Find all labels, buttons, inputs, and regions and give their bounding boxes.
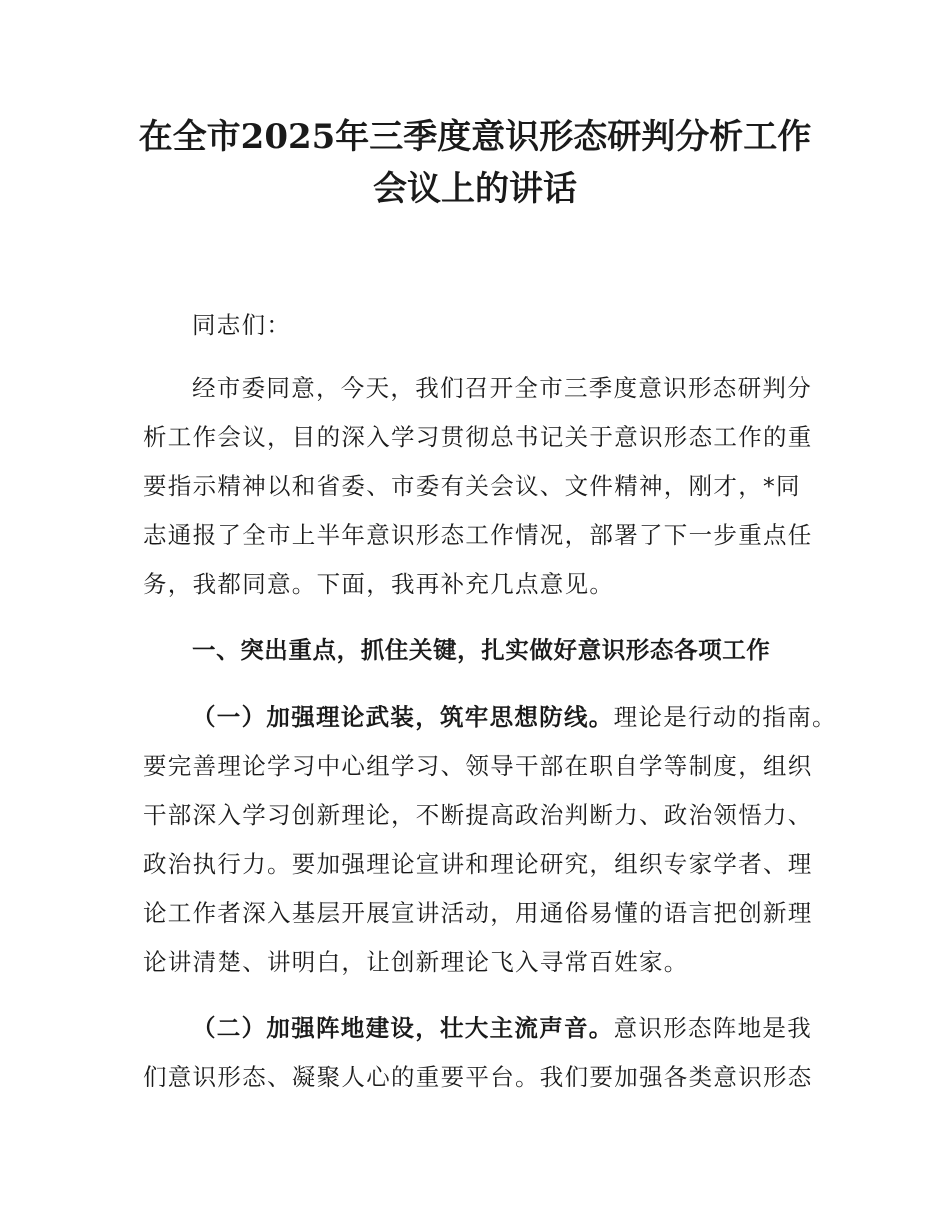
title-line-2: 会议上的讲话 (373, 169, 577, 209)
item-2-first-line (192, 1013, 812, 1043)
item-1-line: 论工作者深入基层开展宣讲活动，用通俗易懂的语言把创新理 (143, 899, 813, 927)
item-1-first-line (192, 702, 837, 732)
item-1-line: 要完善理论学习中心组学习、领导干部在职自学等制度，组织 (143, 752, 813, 780)
item-1-line: 干部深入学习创新理论，不断提高政治判断力、政治领悟力、 (143, 801, 813, 829)
intro-line: 要指示精神以和省委、市委有关会议、文件精神，刚才，*同 (143, 472, 801, 500)
section-heading: 一、突出重点，抓住关键，扎实做好意识形态各项工作 (192, 636, 771, 664)
document-title (0, 112, 950, 214)
title-line-1: 在全市2025年三季度意识形态研判分析工作 (138, 117, 812, 157)
salutation: 同志们： (192, 311, 292, 339)
item-2-heading: （二）加强阵地建设，壮大主流声音。 (192, 1014, 614, 1042)
item-2-line: 们意识形态、凝聚人心的重要平台。我们要加强各类意识形态 (143, 1063, 813, 1091)
intro-line: 志通报了全市上半年意识形态工作情况，部署了下一步重点任 (143, 521, 813, 549)
intro-line: 析工作会议，目的深入学习贯彻总书记关于意识形态工作的重 (143, 423, 813, 451)
item-1-first-text: 理论是行动的指南。 (613, 703, 837, 731)
item-2-first-text: 意识形态阵地是我 (613, 1014, 813, 1042)
item-1-heading: （一）加强理论武装，筑牢思想防线。 (192, 703, 614, 731)
intro-line: 务，我都同意。下面，我再补充几点意见。 (143, 570, 615, 598)
item-1-line: 论讲清楚、讲明白，让创新理论飞入寻常百姓家。 (143, 948, 689, 976)
item-1-line: 政治执行力。要加强理论宣讲和理论研究，组织专家学者、理 (143, 850, 813, 878)
intro-line: 经市委同意，今天，我们召开全市三季度意识形态研判分 (192, 374, 812, 402)
